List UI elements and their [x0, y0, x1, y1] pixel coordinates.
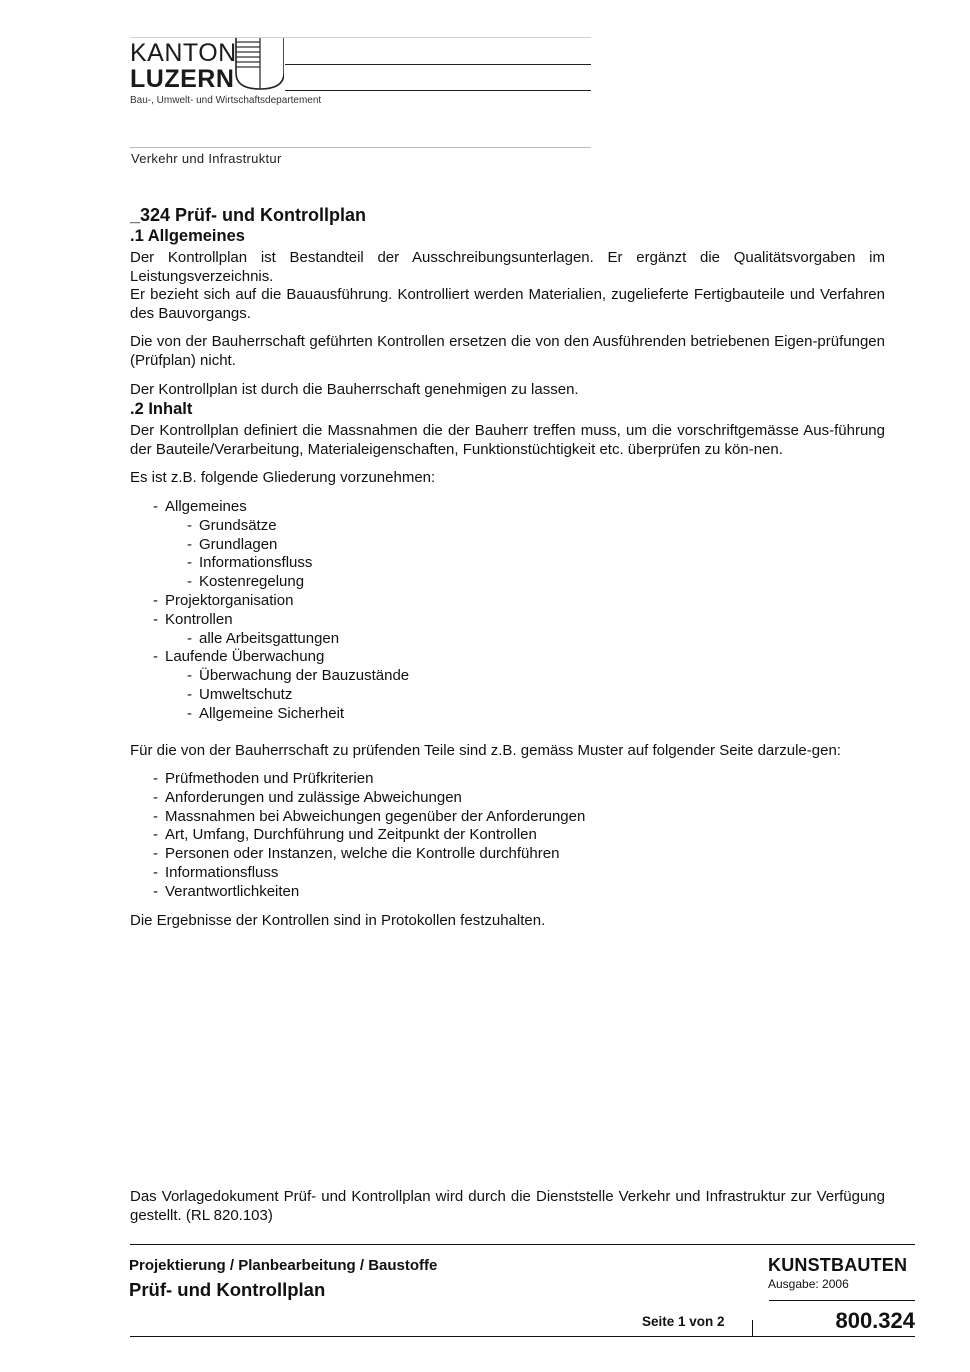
list-item [130, 789, 885, 808]
document-body [130, 204, 885, 930]
list-item-text: Laufende Überwachung [165, 648, 325, 666]
list-item-text: Grundlagen [199, 535, 278, 553]
dash-bullet: - [187, 629, 192, 647]
list-item [130, 808, 885, 827]
service-name: Verkehr und Infrastruktur [131, 151, 282, 166]
letterhead-bottom-rule [130, 147, 591, 148]
list-item-text: Informationsfluss [199, 554, 313, 572]
footer-top-rule [130, 1244, 915, 1245]
dash-bullet: - [153, 882, 158, 900]
department-name: Bau-, Umwelt- und Wirtschaftsdepartement [130, 95, 322, 106]
footer-edition: Ausgabe: 2006 [768, 1277, 849, 1291]
list-item-text: Allgemeines [165, 497, 247, 515]
letterhead-rule [285, 64, 591, 65]
footer-divider [752, 1320, 753, 1337]
dash-bullet: - [187, 516, 192, 534]
page-number: Seite 1 von 2 [642, 1314, 725, 1329]
outline-list [130, 498, 885, 724]
list-item [130, 770, 885, 789]
list-item [130, 883, 885, 902]
paragraph: Der Kontrollplan ist durch die Bauherrschaft genehmigen zu lassen. [130, 380, 579, 398]
list-item [130, 705, 885, 724]
letterhead-rule [285, 90, 591, 91]
footer-category: KUNSTBAUTEN [768, 1255, 908, 1275]
list-item [130, 845, 885, 864]
list-item-text: Überwachung der Bauzustände [199, 667, 410, 685]
dash-bullet: - [153, 648, 158, 666]
dash-bullet: - [153, 845, 158, 863]
footer-number-rule [769, 1300, 915, 1301]
footer-bottom-rule [130, 1336, 915, 1337]
list-item-text: Massnahmen bei Abweichungen gegenüber der Anforderungen [165, 807, 586, 825]
document-title: _324 Prüf- und Kontrollplan [130, 205, 367, 225]
paragraph: Der Kontrollplan ist Bestandteil der Ausschreibungsunterlagen. Er ergänzt die Qualitätsvorgaben im Leistungsverzeichnis. [130, 249, 885, 285]
document-number: 800.324 [835, 1308, 915, 1333]
list-item-text: Grundsätze [199, 516, 277, 534]
list-item-text: Kontrollen [165, 610, 233, 628]
paragraph: Der Kontrollplan definiert die Massnahmen die der Bauherr treffen muss, um die vorschriftgemässe Aus-führung der Bauteile/Verarbeitung, Materialeigenschaften, Funktionstüchtigkeit etc. überprüfen zu kön-nen. [130, 422, 885, 458]
dash-bullet: - [187, 573, 192, 591]
dash-bullet: - [187, 554, 192, 572]
list-item [130, 667, 885, 686]
section-heading-inhalt: .2 Inhalt [130, 400, 193, 419]
checks-list [130, 770, 885, 902]
letterhead-top-rule [130, 37, 591, 38]
list-item-text: Umweltschutz [199, 685, 293, 703]
list-item-text: Verantwortlichkeiten [165, 882, 300, 900]
list-item-text: Informationsfluss [165, 864, 279, 882]
coat-of-arms-icon [234, 37, 284, 93]
dash-bullet: - [153, 610, 158, 628]
dash-bullet: - [153, 591, 158, 609]
list-item [130, 648, 885, 667]
dash-bullet: - [187, 704, 192, 722]
list-item-text: Projektorganisation [165, 591, 294, 609]
paragraph: Die Ergebnisse der Kontrollen sind in Protokollen festzuhalten. [130, 911, 546, 929]
dash-bullet: - [153, 864, 158, 882]
dash-bullet: - [187, 667, 192, 685]
dash-bullet: - [153, 770, 158, 788]
list-item [130, 686, 885, 705]
list-item [130, 554, 885, 573]
paragraph: Es ist z.B. folgende Gliederung vorzunehmen: [130, 469, 436, 487]
dash-bullet: - [153, 497, 158, 515]
list-item [130, 864, 885, 883]
logo-luzern: LUZERN [130, 65, 235, 93]
list-item [130, 630, 885, 649]
list-item [130, 517, 885, 536]
letterhead [130, 37, 591, 148]
paragraph: Die von der Bauherrschaft geführten Kontrollen ersetzen die von den Ausführenden betriebenen Eigen-prüfungen (Prüfplan) nicht. [130, 333, 885, 369]
logo-kanton: KANTON [130, 39, 237, 67]
list-item-text: Allgemeine Sicherheit [199, 704, 345, 722]
section-heading-allgemeines: .1 Allgemeines [130, 227, 245, 245]
list-item [130, 592, 885, 611]
footer-title: Prüf- und Kontrollplan [129, 1279, 326, 1300]
list-item-text: Personen oder Instanzen, welche die Kontrolle durchführen [165, 845, 560, 863]
dash-bullet: - [153, 807, 158, 825]
dash-bullet: - [153, 788, 158, 806]
list-item-text: Kostenregelung [199, 573, 305, 591]
dash-bullet: - [153, 826, 158, 844]
footer-breadcrumb: Projektierung / Planbearbeitung / Baustoffe [129, 1257, 438, 1274]
paragraph: Für die von der Bauherrschaft zu prüfenden Teile sind z.B. gemäss Muster auf folgender Seite darzule-gen: [130, 741, 841, 759]
dash-bullet: - [187, 685, 192, 703]
list-item [130, 536, 885, 555]
dash-bullet: - [187, 535, 192, 553]
list-item [130, 573, 885, 592]
list-item [130, 498, 885, 517]
list-item [130, 826, 885, 845]
template-note: Das Vorlagedokument Prüf- und Kontrollplan wird durch die Dienststelle Verkehr und Infrastruktur zur Verfügung gestellt. (RL 820.103) [130, 1188, 885, 1224]
list-item [130, 611, 885, 630]
list-item-text: Prüfmethoden und Prüfkriterien [165, 770, 374, 788]
paragraph: Er bezieht sich auf die Bauausführung. Kontrolliert werden Materialien, zugelieferte Fertigbauteile und Verfahren des Bauvorgangs. [130, 286, 885, 322]
list-item-text: Art, Umfang, Durchführung und Zeitpunkt der Kontrollen [165, 826, 537, 844]
list-item-text: alle Arbeitsgattungen [199, 629, 340, 647]
list-item-text: Anforderungen und zulässige Abweichungen [165, 788, 462, 806]
